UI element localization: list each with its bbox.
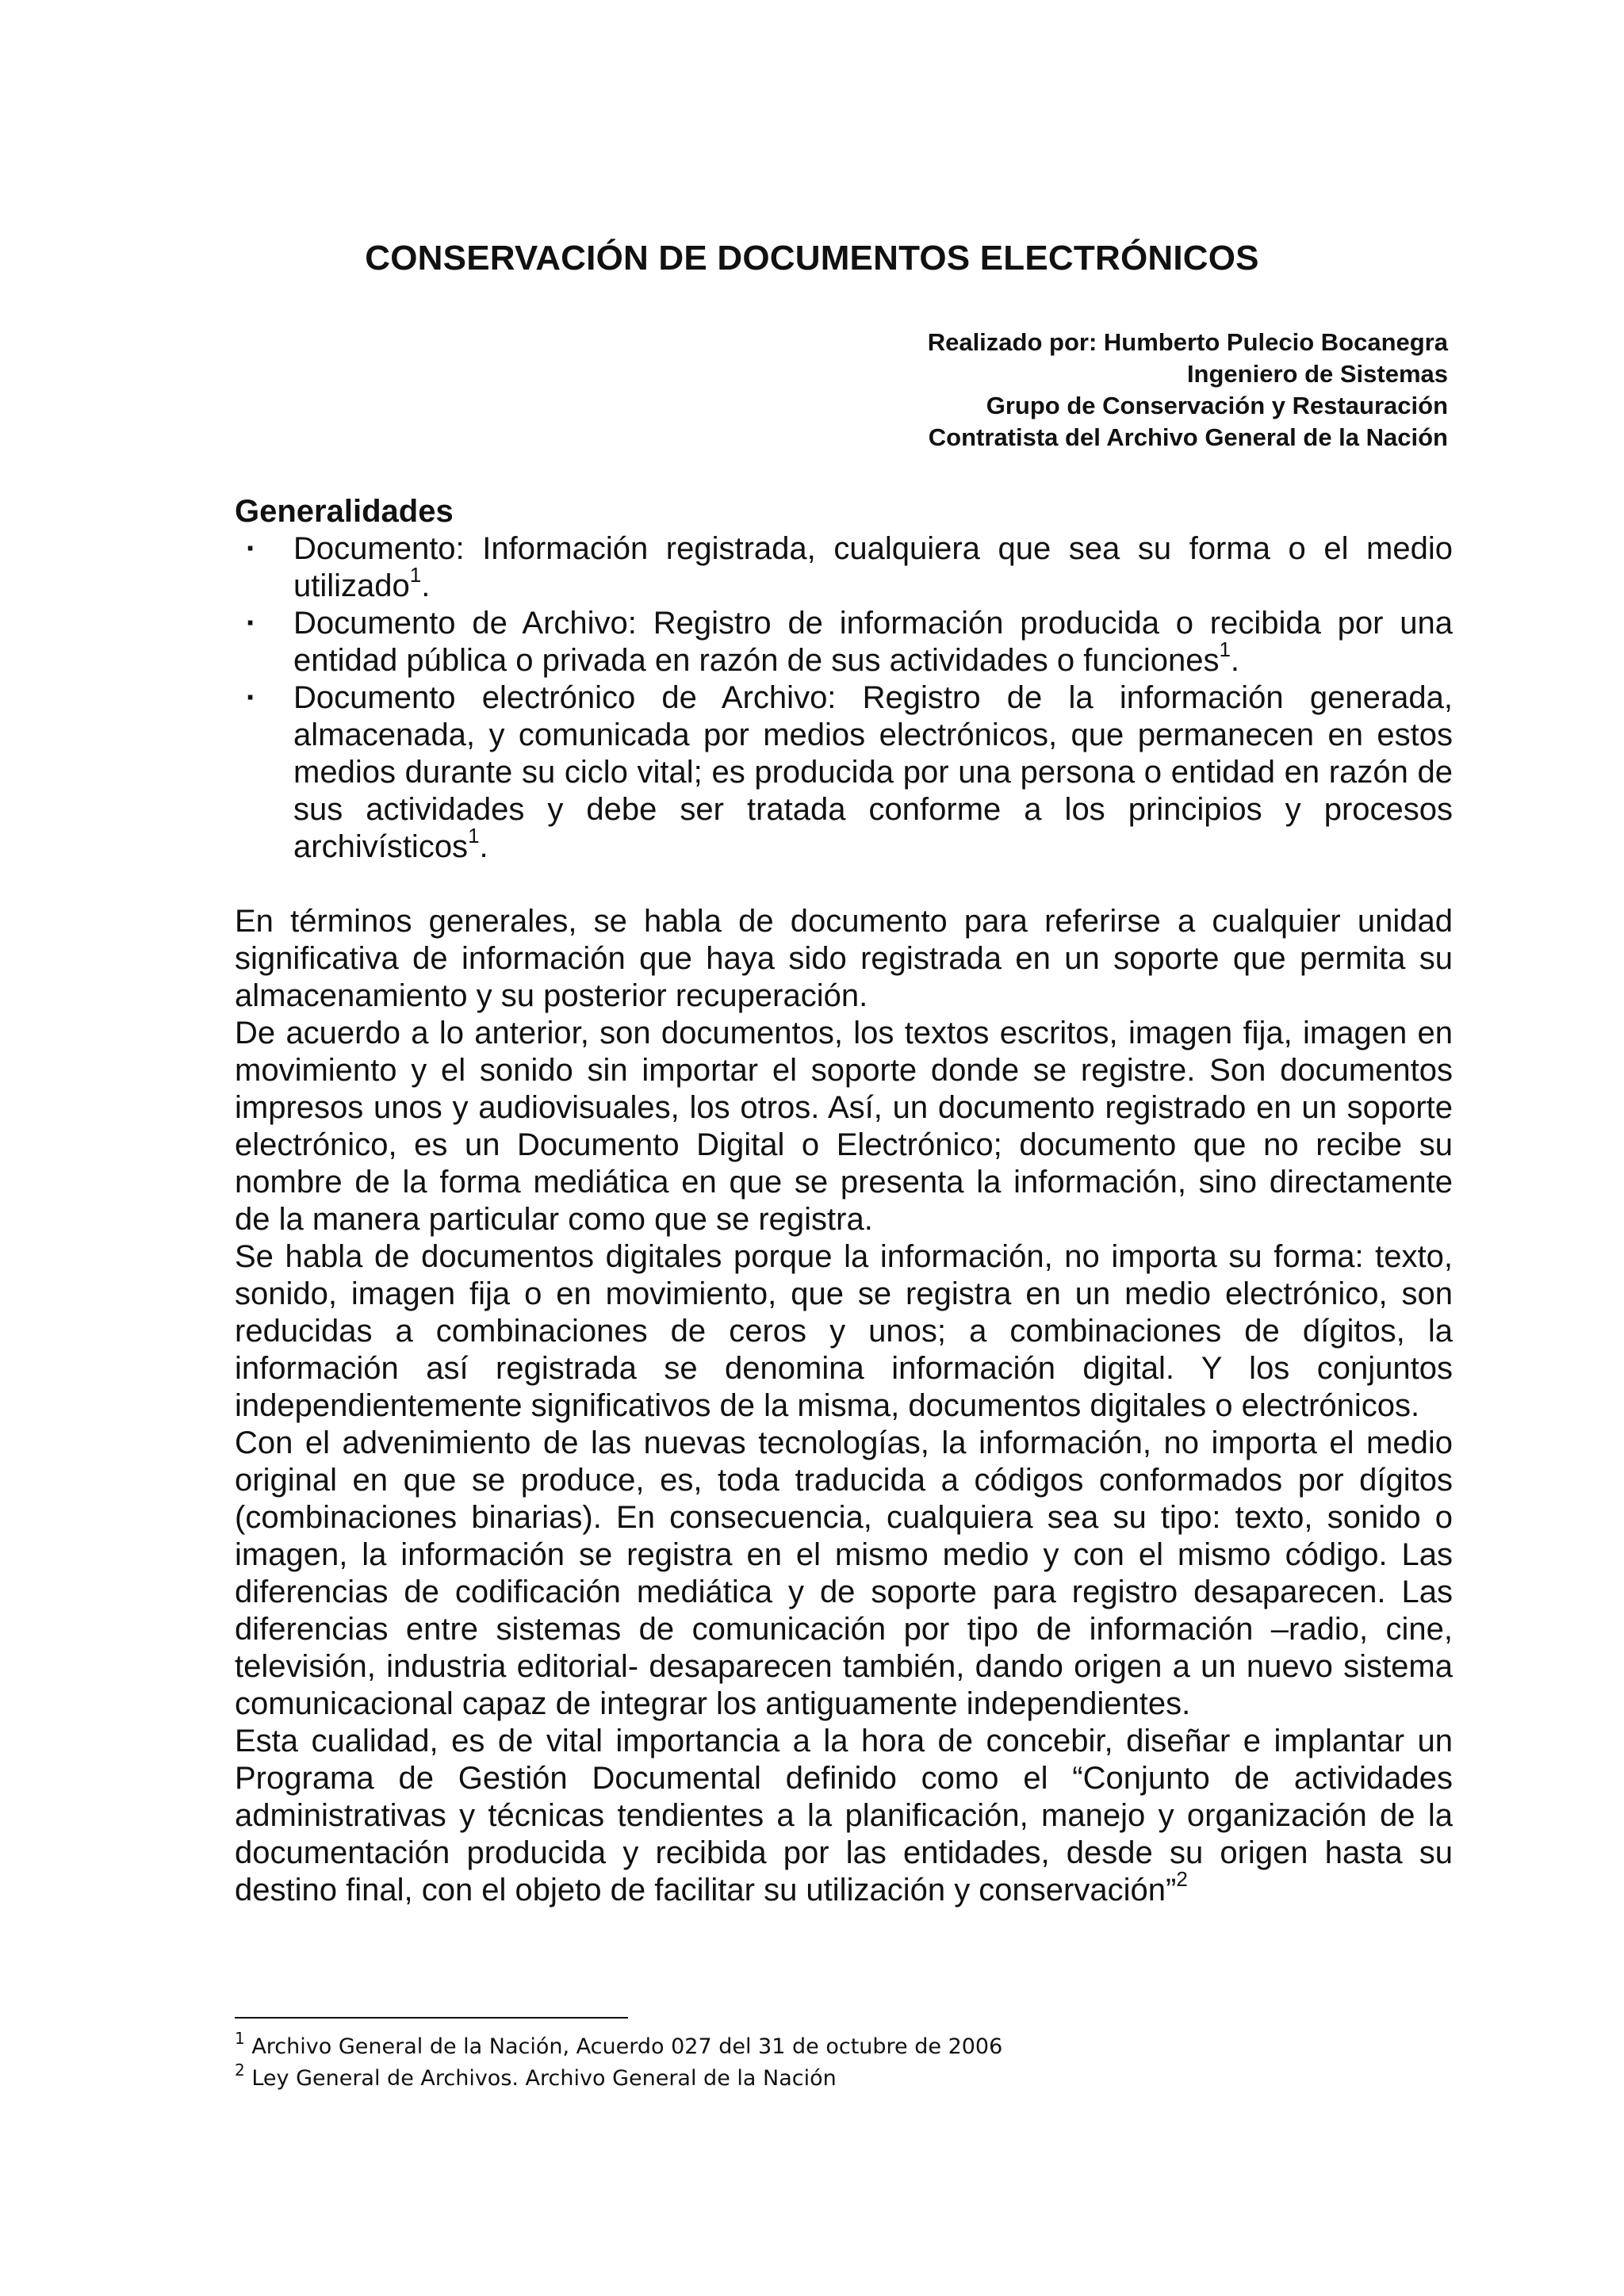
list-item-text: Documento electrónico de Archivo: Registro de la información generada, almacenada, y comunicada por medios electrónicos, que permanecen en estos medios durante su ciclo vital; es producida por una persona o entidad en razón de sus actividades y debe ser tratada conforme a los principios y procesos archivísticos: [293, 680, 1453, 864]
author-line: Grupo de Conservación y Restauración: [986, 392, 1448, 419]
footnote-separator: [235, 2017, 628, 2019]
footnote-ref: 2: [1176, 1867, 1188, 1891]
document-body: [235, 493, 1453, 1909]
footnote-ref: 1: [409, 563, 422, 587]
paragraph-text: Esta cualidad, es de vital importancia a la hora de concebir, diseñar e implantar un Programa de Gestión Documental definido como el “Conjunto de actividades administrativas y técnicas tendientes a la planificación, manejo y organización de la documentación producida y recibida por las entidades, desde su origen hasta su destino final, con el objeto de facilitar su utilización y conservación”: [235, 1724, 1453, 1908]
list-item-end: .: [421, 568, 431, 603]
footnotes: [235, 2031, 1002, 2095]
list-item-end: .: [479, 829, 488, 864]
footnote: [235, 2063, 1002, 2095]
bullet-marker: ·: [246, 606, 257, 641]
bullet-marker: ·: [246, 531, 257, 566]
footnote-number: 2: [235, 2061, 245, 2080]
list-item: [235, 530, 1453, 605]
bullet-marker: ·: [246, 680, 257, 715]
author-line: Realizado por: Humberto Pulecio Bocanegra: [927, 328, 1448, 356]
footnote: [235, 2031, 1002, 2063]
author-line: Contratista del Archivo General de la Nación: [928, 423, 1448, 451]
list-item-text: Documento de Archivo: Registro de información producida o recibida por una entidad pública o privada en razón de sus actividades o funciones: [293, 606, 1453, 678]
paragraph: De acuerdo a lo anterior, son documentos, los textos escritos, imagen fija, imagen en movimiento y el sonido sin importar el soporte donde se registre. Son documentos impresos unos y audiovisuales, los otros. Así, un documento registrado en un soporte electrónico, es un Documento Digital o Electrónico; documento que no recibe su nombre de la forma mediática en que se presenta la información, sino directamente de la manera particular como que se registra.: [235, 1016, 1453, 1237]
list-item-text: Documento: Información registrada, cualquiera que sea su forma o el medio utilizado: [293, 531, 1453, 603]
list-item: [235, 679, 1453, 866]
author-line: Ingeniero de Sistemas: [1186, 360, 1448, 388]
paragraph: Con el advenimiento de las nuevas tecnologías, la información, no importa el medio original en que se produce, es, toda traducida a códigos conformados por dígitos (combinaciones binarias). En consecuencia, cualquiera sea su tipo: texto, sonido o imagen, la información se registra en el mismo medio y con el mismo código. Las diferencias de codificación mediática y de soporte para registro desaparecen. Las diferencias entre sistemas de comunicación por tipo de información –radio, cine, televisión, industria editorial- desaparecen también, dando origen a un nuevo sistema comunicacional capaz de integrar los antiguamente independientes.: [235, 1425, 1453, 1721]
paragraph: Se habla de documentos digitales porque la información, no importa su forma: texto, sonido, imagen fija o en movimiento, que se registra en un medio electrónico, son reducidas a combinaciones de ceros y unos; a combinaciones de dígitos, la información así registrada se denomina información digital. Y los conjuntos independientemente significativos de la misma, documentos digitales o electrónicos.: [235, 1239, 1453, 1423]
body-text: [235, 903, 1453, 1909]
list-item: [235, 605, 1453, 679]
footnote-text: Ley General de Archivos. Archivo General de la Nación: [251, 2066, 837, 2091]
footnote-ref: 1: [1219, 637, 1231, 661]
footnote-number: 1: [235, 2029, 245, 2048]
document-title: CONSERVACIÓN DE DOCUMENTOS ELECTRÓNICOS: [365, 239, 1259, 277]
footnote-text: Archivo General de la Nación, Acuerdo 027 del 31 de octubre de 2006: [251, 2034, 1003, 2059]
author-block: [928, 327, 1448, 453]
definition-list: [235, 530, 1453, 866]
footnote-ref: 1: [468, 824, 480, 848]
list-item-end: .: [1230, 643, 1240, 678]
paragraph: En términos generales, se habla de documento para referirse a cualquier unidad significativa de información que haya sido registrada en un soporte que permita su almacenamiento y su posterior recuperación.: [235, 904, 1453, 1013]
paragraph: [235, 1723, 1453, 1909]
section-heading: Generalidades: [235, 494, 454, 529]
